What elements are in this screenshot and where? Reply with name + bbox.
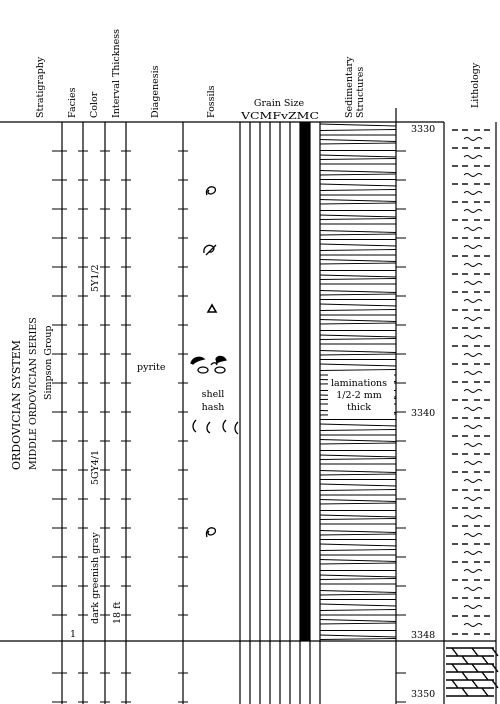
wavy-lamination-mark	[464, 174, 482, 177]
depth-3330: 3330	[411, 124, 436, 135]
wavy-lamination-mark	[464, 354, 482, 357]
wavy-lamination-mark	[464, 444, 482, 447]
lamination-line	[320, 310, 396, 311]
wavy-lamination-mark	[464, 426, 482, 429]
wavy-lamination-mark	[464, 516, 482, 519]
laminations-line-3: thick	[346, 402, 372, 413]
wavy-lamination-mark	[464, 624, 482, 627]
wavy-lamination-mark	[464, 552, 482, 555]
lamination-line	[320, 471, 396, 473]
lamination-line	[320, 623, 396, 624]
wavy-lamination-mark	[464, 390, 482, 393]
limestone-joint	[452, 664, 458, 672]
wavy-lamination-mark	[464, 264, 482, 267]
header-interval-thickness: Interval Thickness	[111, 28, 122, 118]
wavy-lamination-mark	[464, 156, 482, 159]
diagenesis-label: pyrite	[137, 362, 166, 373]
lamination-line	[320, 124, 396, 126]
wavy-lamination-mark	[464, 462, 482, 465]
header-diagenesis: Diagenesis	[150, 65, 161, 118]
limestone-joint	[492, 664, 498, 672]
lamination-line	[320, 430, 396, 431]
grain-size-classes: VCMFvZMC	[239, 111, 319, 122]
wavy-lamination-mark	[464, 300, 482, 303]
limestone-joint	[452, 648, 458, 656]
lamination-line	[320, 515, 396, 517]
brachiopod-icon	[206, 528, 215, 537]
lamination-line	[320, 291, 396, 293]
lamination-line	[320, 231, 396, 233]
lamination-line	[320, 171, 396, 173]
lamination-line	[320, 190, 396, 191]
limestone-joint	[452, 680, 458, 688]
lamination-line	[320, 620, 396, 622]
lamination-line	[320, 440, 396, 442]
wavy-lamination-mark	[464, 138, 482, 141]
wavy-lamination-mark	[464, 570, 482, 573]
wavy-lamination-mark	[464, 372, 482, 375]
triangle-fossil-icon	[208, 305, 216, 312]
lamination-line	[320, 279, 396, 280]
lamination-line	[320, 455, 396, 457]
lamination-line	[320, 370, 396, 371]
limestone-joint	[472, 680, 478, 688]
lamination-line	[320, 459, 396, 460]
lamination-line	[320, 503, 396, 504]
stratigraphy-system: ORDOVICIAN SYSTEM	[10, 339, 23, 470]
lamination-line	[320, 130, 396, 131]
lamination-line	[320, 579, 396, 580]
fossils-label-2: hash	[201, 402, 225, 413]
lamination-line	[320, 244, 396, 246]
lamination-line	[320, 354, 396, 355]
lamination-line	[320, 500, 396, 502]
lamination-line	[320, 474, 396, 475]
brachiopod-icon	[206, 187, 215, 195]
lamination-line	[320, 594, 396, 595]
lamination-line	[320, 203, 396, 204]
shell-fragment-icon	[191, 356, 226, 373]
depth-3340: 3340	[411, 408, 436, 419]
color-description: dark greenish gray	[90, 532, 101, 624]
fossils-label-1: shell	[201, 389, 225, 400]
wavy-lamination-mark	[464, 246, 482, 249]
wavy-lamination-mark	[464, 588, 482, 591]
header-lithology: Lithology	[470, 62, 481, 108]
laminations-line-2: 1/2-2 mm	[336, 390, 382, 401]
laminations-line-1: laminations	[330, 378, 388, 389]
lamination-line	[320, 304, 396, 306]
limestone-joint	[482, 688, 488, 696]
limestone-joint	[482, 656, 488, 664]
wavy-lamination-mark	[464, 534, 482, 537]
lamination-line	[320, 260, 396, 262]
color-code-upper: 5Y1/2	[90, 264, 101, 292]
limestone-joint	[472, 664, 478, 672]
column-frame	[0, 108, 496, 704]
lamination-line	[320, 639, 396, 640]
color-code-lower: 5GY4/1	[90, 449, 101, 485]
wavy-lamination-mark	[464, 498, 482, 501]
depth-3350: 3350	[411, 689, 436, 700]
lamination-line	[320, 184, 396, 186]
lamination-line	[320, 635, 396, 637]
lamination-line	[320, 351, 396, 353]
lamination-line	[320, 234, 396, 235]
header-stratigraphy: Stratigraphy	[35, 56, 46, 118]
lamination-line	[320, 294, 396, 295]
lamination-line	[320, 159, 396, 160]
limestone-joint	[462, 688, 468, 696]
header-fossils: Fossils	[206, 85, 217, 118]
header-color: Color	[89, 91, 100, 118]
lamination-line	[320, 443, 396, 444]
wavy-lamination-mark	[464, 606, 482, 609]
brachiopod-icon	[204, 245, 216, 255]
grain-size-bar	[300, 122, 310, 641]
header-facies: Facies	[67, 87, 78, 118]
wavy-lamination-mark	[464, 210, 482, 213]
header-sedimentary-line-1: Sedimentary	[344, 56, 355, 118]
lamination-line	[320, 215, 396, 217]
lamination-line	[320, 320, 396, 322]
lamination-line	[320, 200, 396, 202]
wavy-lamination-mark	[464, 480, 482, 483]
limestone-joint	[482, 672, 488, 680]
lamination-line	[320, 219, 396, 220]
lamination-line	[320, 591, 396, 593]
wavy-lamination-mark	[464, 192, 482, 195]
lamination-line	[320, 560, 396, 562]
lamination-line	[320, 339, 396, 340]
header-sedimentary-structures	[344, 54, 366, 118]
header-grain-size: Grain Size	[253, 98, 305, 109]
header-sedimentary-line-2: Structures	[355, 66, 366, 118]
lamination-line	[320, 519, 396, 520]
wavy-lamination-mark	[464, 336, 482, 339]
lamination-line	[320, 143, 396, 144]
wavy-lamination-mark	[464, 282, 482, 285]
lamination-line	[320, 490, 396, 491]
lamination-line	[320, 550, 396, 551]
lamination-line	[320, 155, 396, 157]
limestone-joint	[492, 680, 498, 688]
depth-3348: 3348	[411, 630, 436, 641]
lithology-pattern	[446, 130, 498, 696]
lamination-line	[320, 575, 396, 577]
lamination-line	[320, 140, 396, 142]
lamination-line	[320, 174, 396, 175]
limestone-joint	[462, 656, 468, 664]
stratigraphy-group: Simpson Group	[43, 325, 54, 400]
lamination-line	[320, 275, 396, 277]
lamination-line	[320, 531, 396, 533]
lamination-line	[320, 263, 396, 264]
crinoid-fragment-icon	[193, 420, 238, 434]
lamination-line	[320, 604, 396, 606]
lamination-line	[320, 610, 396, 611]
lamination-line	[320, 250, 396, 251]
wavy-lamination-mark	[464, 318, 482, 321]
limestone-joint	[462, 672, 468, 680]
limestone-joint	[472, 648, 478, 656]
lamination-line	[320, 335, 396, 337]
lamination-line	[320, 484, 396, 486]
lamination-line	[320, 364, 396, 366]
lamination-line	[320, 323, 396, 324]
interval-thickness-value: 18 ft	[112, 601, 123, 624]
wavy-lamination-mark	[464, 408, 482, 411]
wavy-lamination-mark	[464, 228, 482, 231]
lamination-line	[320, 563, 396, 564]
limestone-joint	[492, 648, 498, 656]
lamination-line	[320, 534, 396, 535]
facies-label: 1	[70, 629, 77, 640]
fossil-symbols	[191, 187, 238, 537]
lamination-line	[320, 544, 396, 546]
lamination-line	[320, 424, 396, 426]
stratigraphy-series: MIDDLE ORDOVICIAN SERIES	[28, 317, 39, 470]
